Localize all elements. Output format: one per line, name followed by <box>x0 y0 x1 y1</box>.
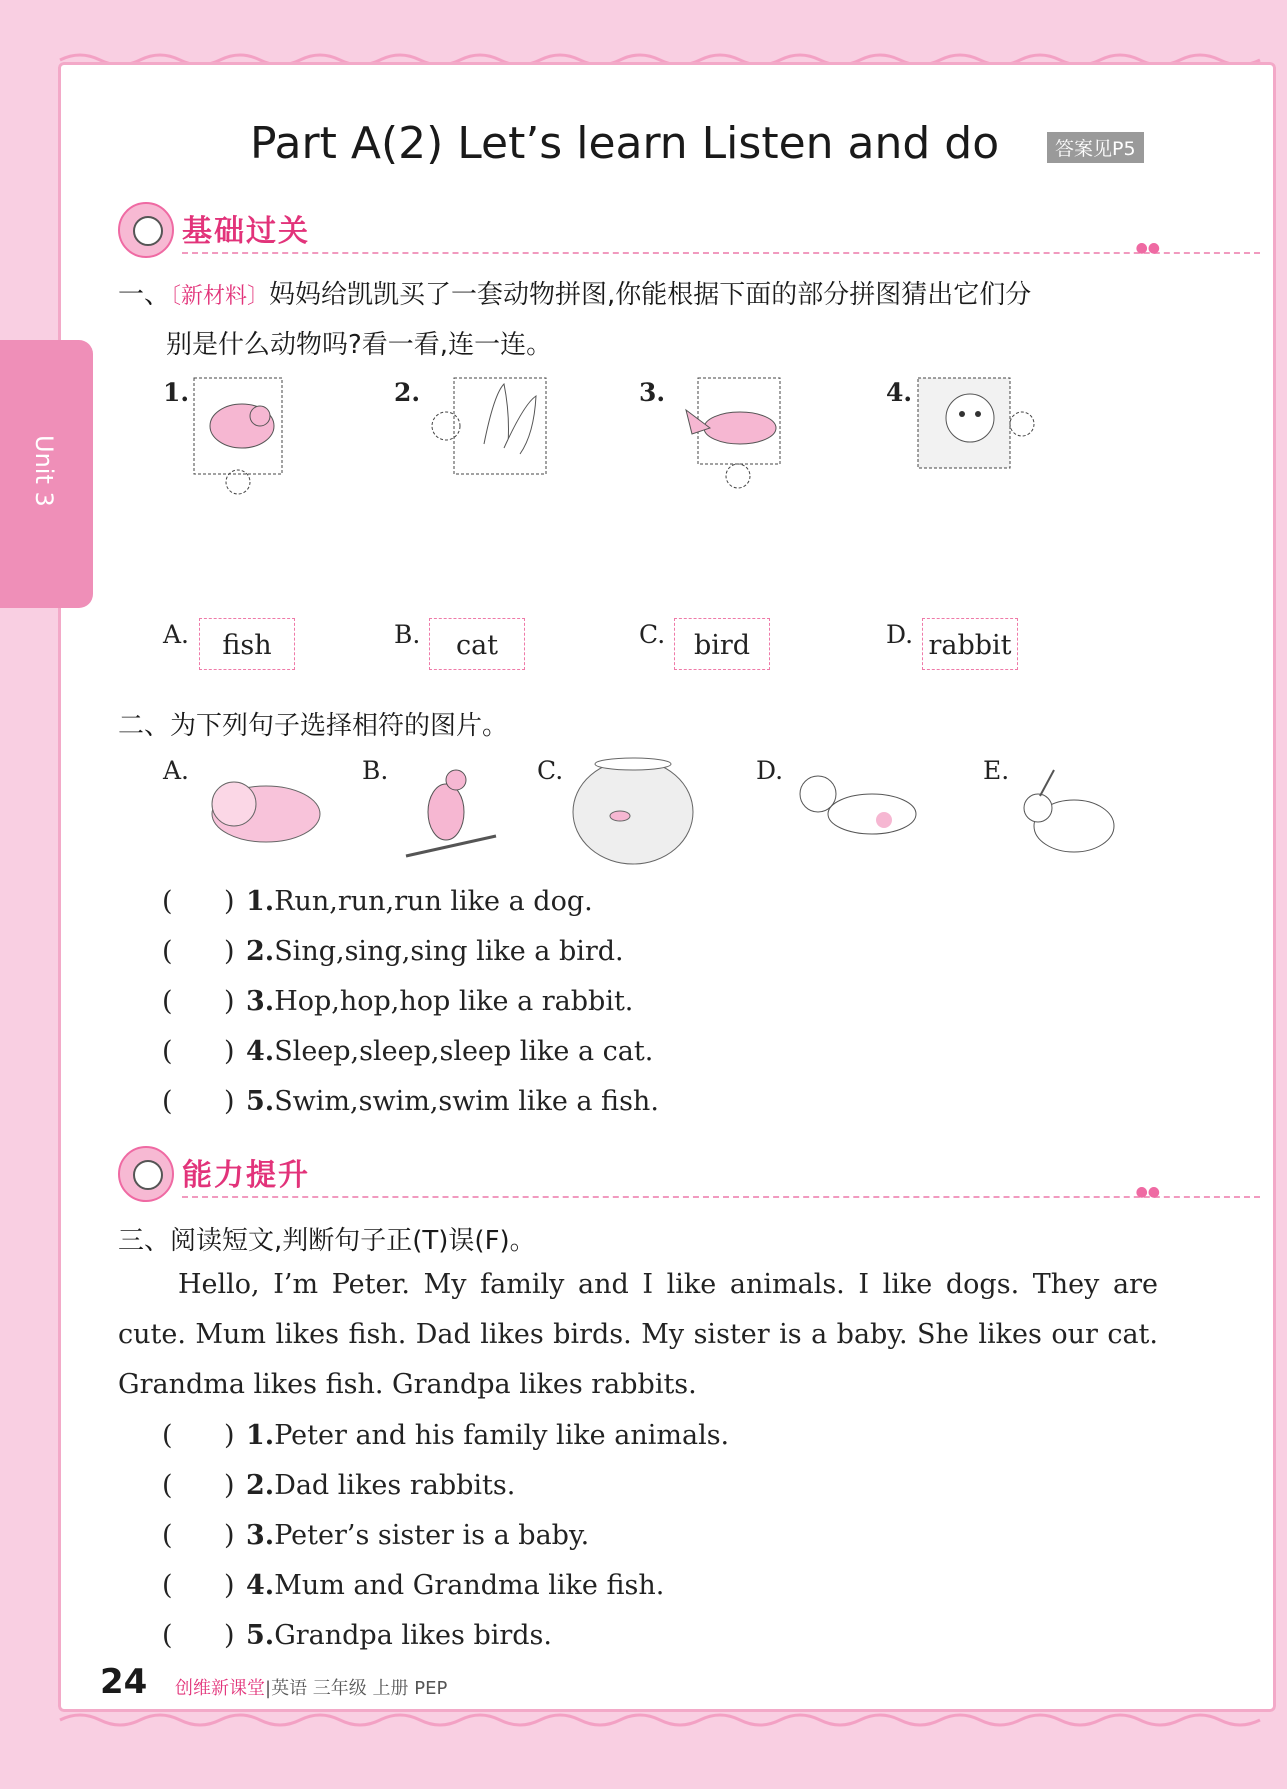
section-divider <box>182 252 1260 254</box>
option-letter: A. <box>163 620 190 649</box>
fishbowl-picture <box>568 752 698 868</box>
answer-line: ( ) 2.Dad likes rabbits. <box>162 1470 516 1501</box>
sleeping-cat-picture <box>196 764 326 848</box>
dots-icon: ●● <box>1135 240 1160 256</box>
word-card-fish: fish <box>199 618 295 670</box>
word-card-bird: bird <box>674 618 770 670</box>
answer-line: ( ) 3.Peter’s sister is a baby. <box>162 1520 590 1551</box>
answer-line: ( ) 2.Sing,sing,sing like a bird. <box>162 936 624 967</box>
picture-letter: A. <box>163 756 190 785</box>
word-card-cat: cat <box>429 618 525 670</box>
section-mascot-icon <box>118 202 174 258</box>
answer-line: ( ) 3.Hop,hop,hop like a rabbit. <box>162 986 634 1017</box>
answer-line: ( ) 1.Peter and his family like animals. <box>162 1420 730 1451</box>
singing-bird-picture <box>396 756 506 866</box>
puzzle-number: 3. <box>639 378 666 407</box>
page-title: Part A(2) Let’s learn Listen and do <box>250 118 1000 169</box>
answer-line: ( ) 4.Mum and Grandma like fish. <box>162 1570 665 1601</box>
section-title: 基础过关 <box>182 214 310 249</box>
unit-tab-label: Unit 3 <box>30 435 58 507</box>
section-header-advanced <box>118 1146 1158 1202</box>
picture-letter: C. <box>537 756 564 785</box>
fish-puzzle-piece <box>680 374 784 492</box>
bird-puzzle-piece <box>190 374 290 500</box>
puzzle-number: 4. <box>886 378 913 407</box>
option-letter: C. <box>639 620 666 649</box>
question-3-text: 三、阅读短文,判断句子正(T)误(F)。 <box>118 1226 536 1256</box>
new-material-tag: 〔新材料〕 <box>170 284 270 309</box>
section-mascot-icon <box>118 1146 174 1202</box>
footer-info: 创维新课堂|英语 三年级 上册 PEP <box>175 1678 448 1699</box>
dots-icon: ●● <box>1135 1184 1160 1200</box>
answer-reference-badge: 答案见P5 <box>1047 132 1144 163</box>
reading-passage: Hello, I’m Peter. My family and I like animals. I like dogs. They are cute. Mum likes fish. Dad likes birds. My sister is a baby. She likes our cat. Grandma likes fish. Grandpa likes rabbits. <box>118 1269 1158 1400</box>
answer-line: ( ) 4.Sleep,sleep,sleep like a cat. <box>162 1036 654 1067</box>
word-card-rabbit: rabbit <box>922 618 1018 670</box>
section-divider <box>182 1196 1260 1198</box>
rabbit-picture <box>1014 764 1124 874</box>
unit-tab <box>0 340 93 608</box>
page-number: 24 <box>100 1662 148 1702</box>
option-letter: D. <box>886 620 914 649</box>
answer-line: ( ) 5.Swim,swim,swim like a fish. <box>162 1086 659 1117</box>
answer-line: ( ) 1.Run,run,run like a dog. <box>162 886 593 917</box>
question-2-text: 二、为下列句子选择相符的图片。 <box>118 711 509 741</box>
question-1-text-cont: 别是什么动物吗?看一看,连一连。 <box>166 330 553 360</box>
answer-line: ( ) 5.Grandpa likes birds. <box>162 1620 552 1651</box>
picture-letter: D. <box>756 756 784 785</box>
picture-letter: E. <box>983 756 1010 785</box>
picture-letter: B. <box>362 756 389 785</box>
puzzle-number: 2. <box>394 378 421 407</box>
section-header-basic <box>118 202 1158 258</box>
question-1-text: 一、〔新材料〕妈妈给凯凯买了一套动物拼图,你能根据下面的部分拼图猜出它们分 <box>118 280 1032 310</box>
cat-puzzle-piece <box>914 374 1038 474</box>
running-dog-picture <box>788 764 928 854</box>
section-title: 能力提升 <box>182 1158 310 1193</box>
rabbit-puzzle-piece <box>424 374 558 482</box>
option-letter: B. <box>394 620 421 649</box>
puzzle-number: 1. <box>163 378 190 407</box>
